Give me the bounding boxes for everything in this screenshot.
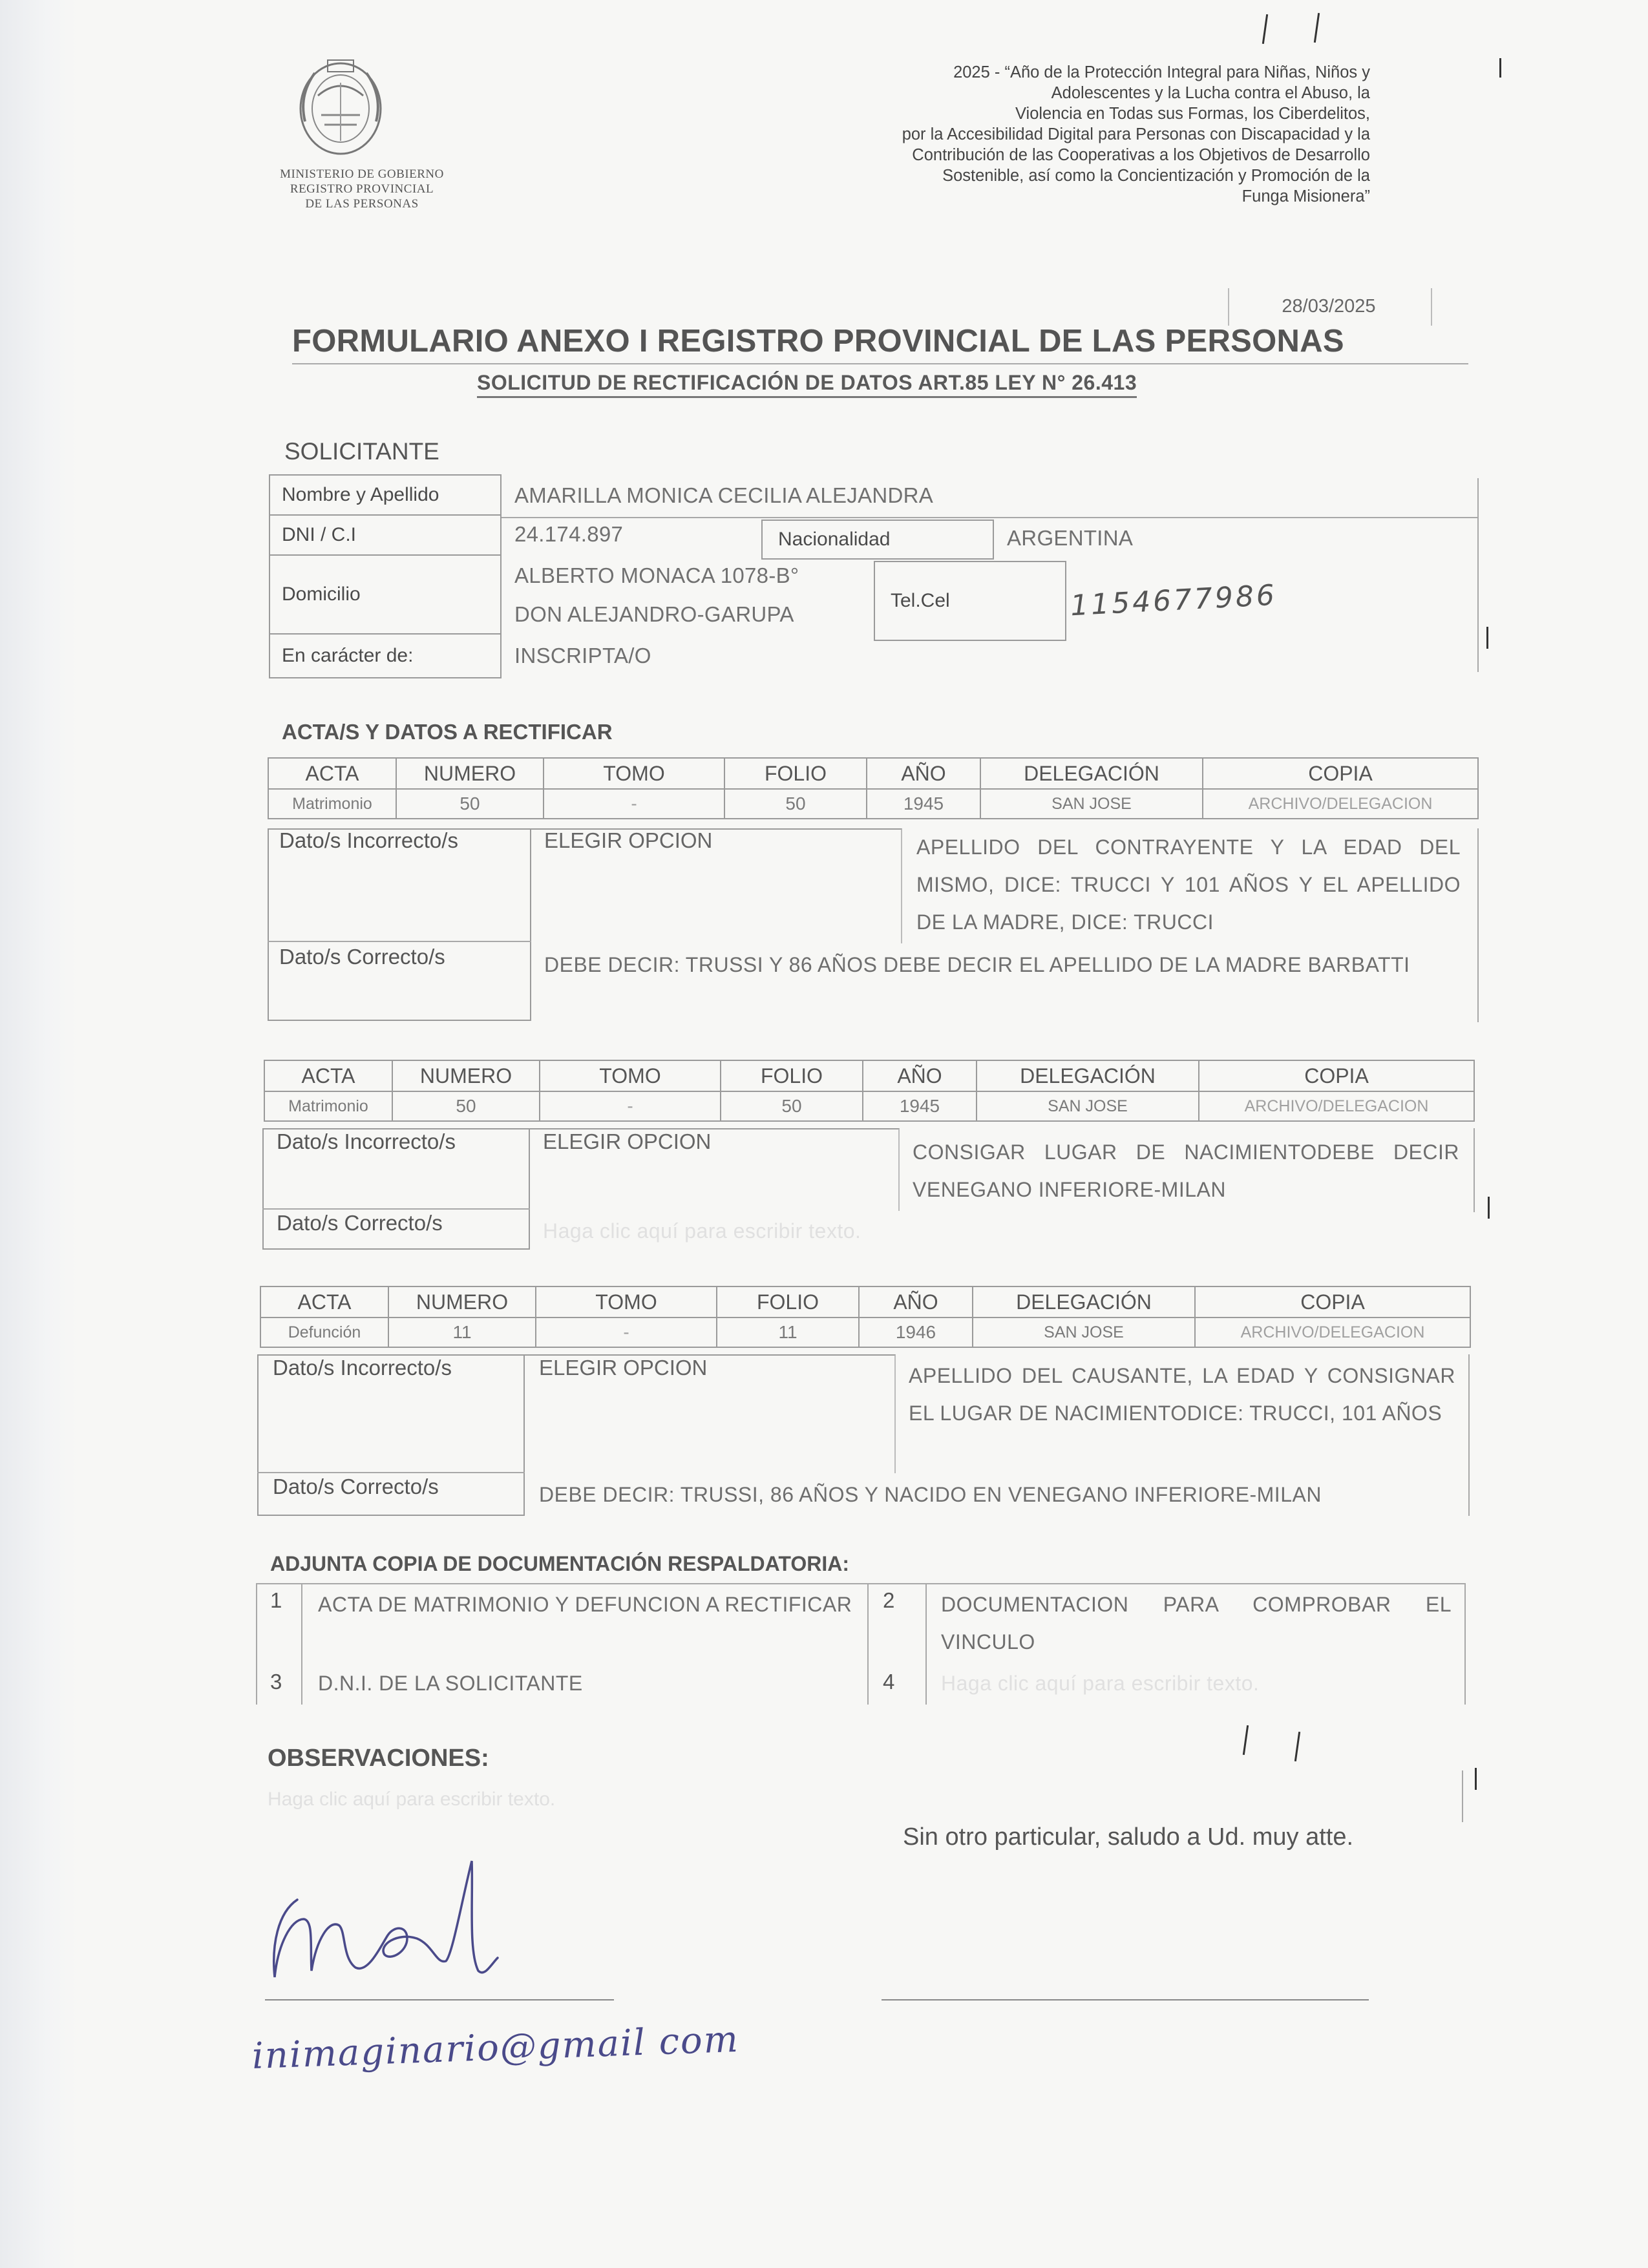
acta-type-select[interactable]: Matrimonio xyxy=(264,1091,392,1121)
domicilio-line2-field[interactable]: DON ALEJANDRO-GARUPA xyxy=(514,602,794,626)
tel-field-handwritten[interactable]: 1154677986 xyxy=(1069,578,1278,623)
col-copia: COPIA xyxy=(1195,1286,1470,1318)
copia-select[interactable]: ARCHIVO/DELEGACION xyxy=(1203,789,1478,819)
col-folio: FOLIO xyxy=(717,1286,859,1318)
nacionalidad-field[interactable]: ARGENTINA xyxy=(1007,526,1134,550)
divider xyxy=(867,1583,869,1705)
acta-table-2 xyxy=(264,1060,1475,1122)
divider xyxy=(502,517,1477,518)
observaciones-heading: OBSERVACIONES: xyxy=(268,1745,489,1772)
domicilio-line1-field[interactable]: ALBERTO MONACA 1078-B° xyxy=(514,563,799,587)
correct-text-field[interactable]: DEBE DECIR: TRUSSI, 86 AÑOS Y NACIDO EN VENEGANO INFERIORE-MILAN xyxy=(539,1483,1322,1506)
col-acta: ACTA xyxy=(260,1286,388,1318)
adjunta-heading: ADJUNTA COPIA DE DOCUMENTACIÓN RESPALDATORIA: xyxy=(270,1552,849,1575)
col-anio: AÑO xyxy=(859,1286,973,1318)
numero-field[interactable]: 50 xyxy=(396,789,544,819)
col-anio: AÑO xyxy=(863,1060,977,1091)
folio-field[interactable]: 50 xyxy=(721,1091,863,1121)
name-label: Nombre y Apellido xyxy=(269,474,502,516)
col-tomo: TOMO xyxy=(544,758,724,789)
col-folio: FOLIO xyxy=(724,758,867,789)
province-seal-icon xyxy=(292,57,389,167)
divider xyxy=(262,1208,530,1210)
col-copia: COPIA xyxy=(1203,758,1478,789)
correct-label: Dato/s Correcto/s xyxy=(277,1211,443,1235)
tel-label: Tel.Cel xyxy=(874,561,1066,641)
correct-label: Dato/s Correcto/s xyxy=(273,1475,439,1498)
pen-mark xyxy=(1475,1768,1477,1790)
correct-text-field[interactable]: DEBE DECIR: TRUSSI Y 86 AÑOS DEBE DECIR EL APELLIDO DE LA MADRE BARBATTI xyxy=(544,953,1410,976)
incorrect-label: Dato/s Incorrecto/s xyxy=(279,828,458,852)
col-tomo: TOMO xyxy=(540,1060,721,1091)
pen-mark xyxy=(1262,14,1268,44)
acta-table-3 xyxy=(260,1286,1471,1348)
col-copia: COPIA xyxy=(1199,1060,1474,1091)
title-divider xyxy=(292,363,1468,364)
tomo-field[interactable]: - xyxy=(536,1318,717,1347)
adjunta-num-3: 3 xyxy=(270,1670,282,1694)
copia-select[interactable]: ARCHIVO/DELEGACION xyxy=(1195,1318,1470,1347)
caracter-field[interactable]: INSCRIPTA/O xyxy=(514,644,651,667)
delegacion-select[interactable]: SAN JOSE xyxy=(977,1091,1199,1121)
anio-field[interactable]: 1945 xyxy=(867,789,980,819)
dni-label: DNI / C.I xyxy=(269,514,502,556)
form-subtitle: SOLICITUD DE RECTIFICACIÓN DE DATOS ART.85 LEY N° 26.413 xyxy=(477,371,1137,398)
divider xyxy=(1477,478,1479,672)
copia-select[interactable]: ARCHIVO/DELEGACION xyxy=(1199,1091,1474,1121)
correct-text-field[interactable]: Haga clic aquí para escribir texto. xyxy=(543,1219,861,1243)
divider xyxy=(1464,1583,1466,1705)
adjunta-item-4[interactable]: Haga clic aquí para escribir texto. xyxy=(941,1672,1260,1695)
delegacion-select[interactable]: SAN JOSE xyxy=(973,1318,1195,1347)
observaciones-field[interactable]: Haga clic aquí para escribir texto. xyxy=(268,1789,556,1810)
adjunta-num-1: 1 xyxy=(270,1588,282,1612)
name-field[interactable]: AMARILLA MONICA CECILIA ALEJANDRA xyxy=(514,483,934,507)
domicilio-label: Domicilio xyxy=(269,554,502,635)
signature-line xyxy=(265,1999,614,2000)
col-acta: ACTA xyxy=(264,1060,392,1091)
delegacion-select[interactable]: SAN JOSE xyxy=(980,789,1203,819)
divider xyxy=(1462,1770,1463,1822)
scan-edge-shadow xyxy=(0,0,78,2268)
col-delegacion: DELEGACIÓN xyxy=(980,758,1203,789)
farewell-text: Sin otro particular, saludo a Ud. muy atte. xyxy=(903,1823,1354,1851)
folio-field[interactable]: 11 xyxy=(717,1318,859,1347)
col-tomo: TOMO xyxy=(536,1286,717,1318)
col-acta: ACTA xyxy=(268,758,396,789)
adjunta-num-4: 4 xyxy=(883,1670,895,1694)
divider xyxy=(1468,1354,1470,1516)
numero-field[interactable]: 50 xyxy=(392,1091,540,1121)
col-delegacion: DELEGACIÓN xyxy=(973,1286,1195,1318)
anio-field[interactable]: 1945 xyxy=(863,1091,977,1121)
form-title: FORMULARIO ANEXO I REGISTRO PROVINCIAL DE LAS PERSONAS xyxy=(292,324,1344,359)
actas-heading: ACTA/S Y DATOS A RECTIFICAR xyxy=(282,720,613,744)
divider xyxy=(1477,828,1479,1022)
pen-mark xyxy=(1314,13,1320,43)
incorrect-text-field[interactable]: CONSIGAR LUGAR DE NACIMIENTODEBE DECIR VENEGANO INFERIORE-MILAN xyxy=(913,1140,1459,1201)
pen-mark xyxy=(1243,1725,1249,1755)
adjunta-item-1[interactable]: ACTA DE MATRIMONIO Y DEFUNCION A RECTIFICAR xyxy=(318,1593,852,1616)
signature-image xyxy=(259,1848,530,2016)
col-numero: NUMERO xyxy=(392,1060,540,1091)
nacionalidad-label: Nacionalidad xyxy=(761,520,994,560)
pen-mark xyxy=(1486,627,1488,649)
acta-type-select[interactable]: Matrimonio xyxy=(268,789,396,819)
aclaracion-line xyxy=(882,1999,1369,2000)
adjunta-item-2[interactable]: DOCUMENTACION PARA COMPROBAR EL VINCULO xyxy=(941,1593,1452,1654)
col-folio: FOLIO xyxy=(721,1060,863,1091)
tomo-field[interactable]: - xyxy=(544,789,724,819)
col-numero: NUMERO xyxy=(388,1286,536,1318)
dato-labels-box xyxy=(268,828,531,1021)
adjunta-item-3[interactable]: D.N.I. DE LA SOLICITANTE xyxy=(318,1672,583,1695)
divider xyxy=(301,1583,302,1705)
divider xyxy=(925,1583,927,1705)
pen-mark xyxy=(1488,1197,1490,1219)
divider xyxy=(1474,1128,1475,1212)
incorrect-text-field[interactable]: APELLIDO DEL CONTRAYENTE Y LA EDAD DEL MISMO, DICE: TRUCCI Y 101 AÑOS Y EL APELLIDO DE LA MADRE, DICE: TRUCCI xyxy=(916,835,1461,934)
acta-type-select[interactable]: Defunción xyxy=(260,1318,388,1347)
numero-field[interactable]: 11 xyxy=(388,1318,536,1347)
incorrect-label: Dato/s Incorrecto/s xyxy=(273,1356,452,1380)
tomo-field[interactable]: - xyxy=(540,1091,721,1121)
correct-label: Dato/s Correcto/s xyxy=(279,945,445,969)
folio-field[interactable]: 50 xyxy=(724,789,867,819)
year-motto: 2025 - “Año de la Protección Integral para Niñas, Niños y Adolescentes y la Lucha contra el Abuso, la Violencia en Todas sus Formas, los Ciberdelitos, por la Accesibilidad Digital para Personas con Discapacidad y la Contribución de las Cooperativas a los Objetivos de Desarrollo Sostenible, así como la Concientización y Promoción de la Funga Misionera” xyxy=(902,63,1370,205)
pen-mark xyxy=(1294,1732,1300,1761)
divider xyxy=(257,1472,525,1473)
opcion-select[interactable]: ELEGIR OPCION xyxy=(544,828,713,852)
opcion-select[interactable]: ELEGIR OPCION xyxy=(543,1129,712,1153)
col-delegacion: DELEGACIÓN xyxy=(977,1060,1199,1091)
incorrect-text-field[interactable]: APELLIDO DEL CAUSANTE, LA EDAD Y CONSIGNAR EL LUGAR DE NACIMIENTODICE: TRUCCI, 101 AÑOS xyxy=(909,1364,1455,1425)
adjunta-num-2: 2 xyxy=(883,1588,895,1612)
dni-field[interactable]: 24.174.897 xyxy=(514,522,624,546)
incorrect-label: Dato/s Incorrecto/s xyxy=(277,1129,456,1153)
date-field[interactable]: 28/03/2025 xyxy=(1282,296,1376,317)
col-anio: AÑO xyxy=(867,758,980,789)
pen-mark xyxy=(1499,58,1501,78)
ministry-name: MINISTERIO DE GOBIERNO REGISTRO PROVINCIAL DE LAS PERSONAS xyxy=(280,167,444,211)
anio-field[interactable]: 1946 xyxy=(859,1318,973,1347)
divider xyxy=(268,941,531,942)
acta-table-1 xyxy=(268,757,1479,819)
divider xyxy=(256,1583,1464,1584)
divider xyxy=(256,1583,257,1705)
caracter-label: En carácter de: xyxy=(269,633,502,678)
solicitante-heading: SOLICITANTE xyxy=(284,438,439,465)
handwritten-email: inimaginario@gmail com xyxy=(251,2018,740,2077)
col-numero: NUMERO xyxy=(396,758,544,789)
opcion-select[interactable]: ELEGIR OPCION xyxy=(539,1356,708,1380)
